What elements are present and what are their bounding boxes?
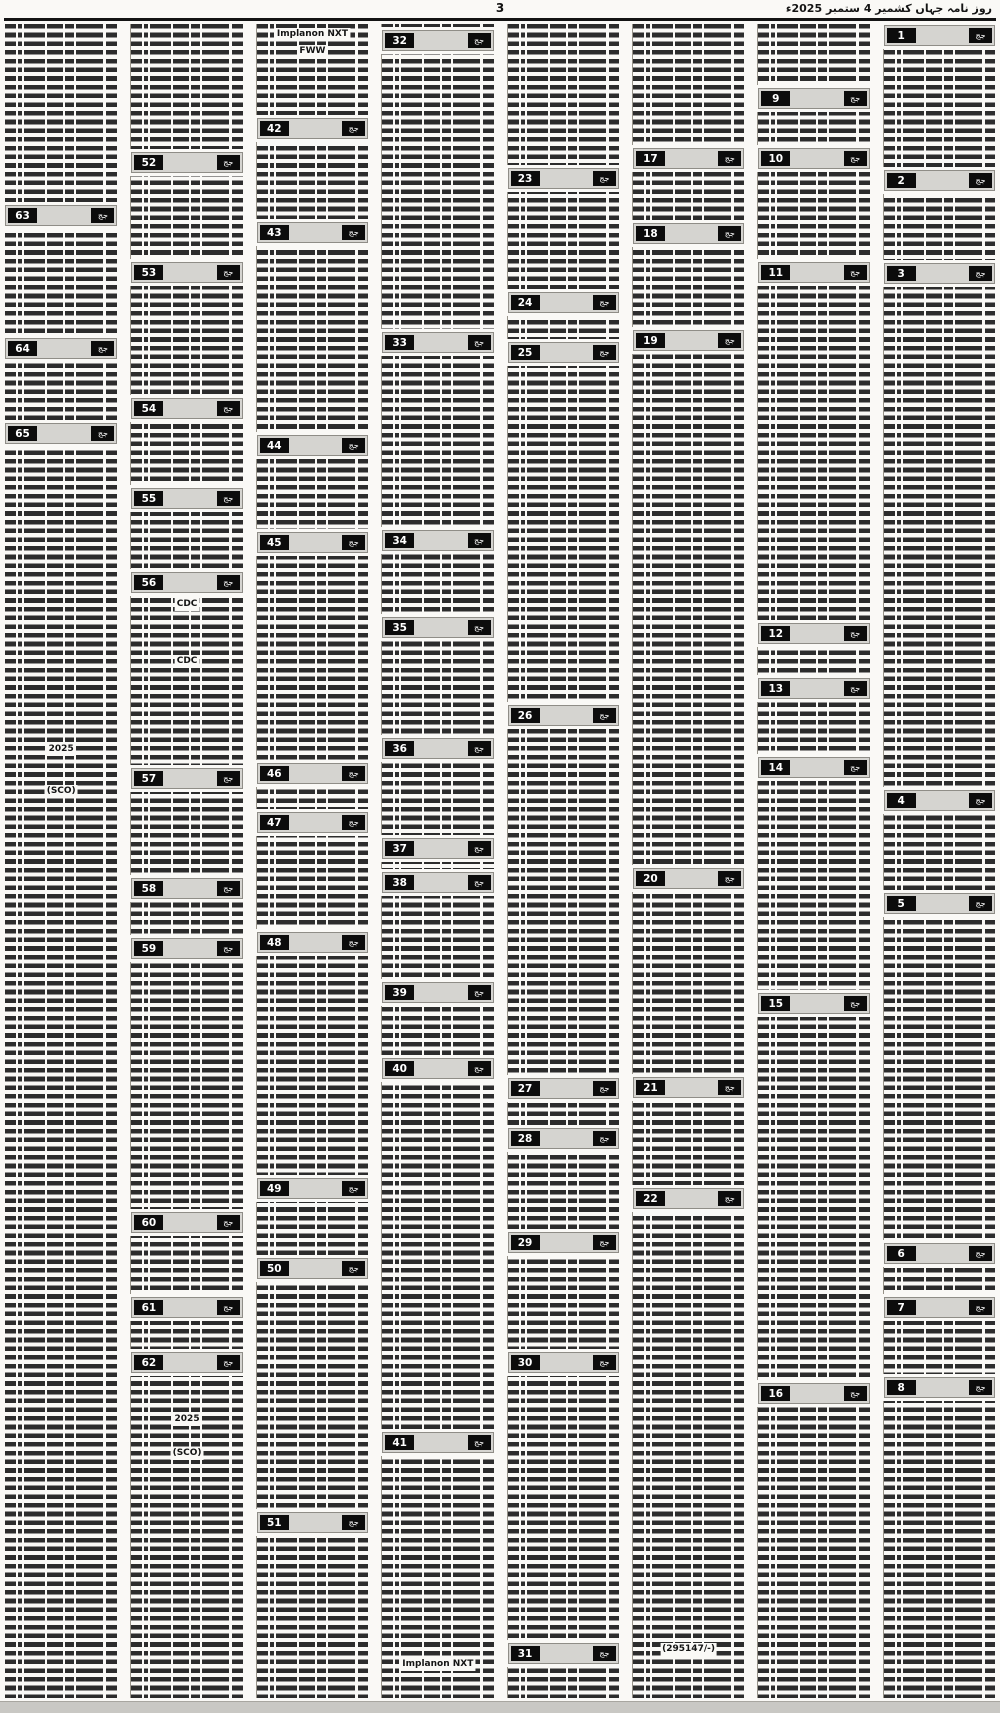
section-badge-icon: جج <box>844 265 867 280</box>
item-separator-bar-9 <box>758 88 869 109</box>
section-badge-icon: جج <box>468 1435 491 1450</box>
item-number-38: 38 <box>385 875 414 890</box>
item-separator-bar-14 <box>758 757 869 778</box>
section-badge-icon: جج <box>342 1261 365 1276</box>
item-number-17: 17 <box>636 151 665 166</box>
section-badge-icon: جج <box>718 1191 741 1206</box>
section-badge-icon: جج <box>468 33 491 48</box>
item-number-9: 9 <box>761 91 790 106</box>
item-separator-bar-3 <box>884 263 995 284</box>
section-badge-icon: جج <box>593 1235 616 1250</box>
section-badge-icon: جج <box>593 1646 616 1661</box>
item-separator-bar-58 <box>131 878 242 899</box>
section-badge-icon: جج <box>342 225 365 240</box>
section-badge-icon: جج <box>342 535 365 550</box>
section-badge-icon: جج <box>844 626 867 641</box>
latin-text-fragment: FWW <box>299 46 326 56</box>
item-number-44: 44 <box>260 438 289 453</box>
item-number-53: 53 <box>134 265 163 280</box>
item-number-54: 54 <box>134 401 163 416</box>
section-badge-icon: جج <box>468 533 491 548</box>
section-badge-icon: جج <box>969 793 992 808</box>
section-badge-icon: جج <box>342 1181 365 1196</box>
item-separator-bar-61 <box>131 1297 242 1318</box>
section-badge-icon: جج <box>969 1300 992 1315</box>
latin-text-fragment: 2025 <box>48 744 74 754</box>
page-number: 3 <box>495 1 505 15</box>
item-separator-bar-26 <box>508 705 619 726</box>
item-number-3: 3 <box>887 266 916 281</box>
section-badge-icon: جج <box>217 401 240 416</box>
section-badge-icon: جج <box>969 173 992 188</box>
item-number-15: 15 <box>761 996 790 1011</box>
item-number-32: 32 <box>385 33 414 48</box>
section-badge-icon: جج <box>593 1131 616 1146</box>
section-badge-icon: جج <box>91 341 114 356</box>
latin-text-fragment: Implanon NXT <box>402 1659 474 1669</box>
item-separator-bar-18 <box>633 223 744 244</box>
latin-text-fragment: (SCO) <box>46 786 76 796</box>
item-separator-bar-29 <box>508 1232 619 1253</box>
section-badge-icon: جج <box>593 708 616 723</box>
item-number-4: 4 <box>887 793 916 808</box>
section-badge-icon: جج <box>593 295 616 310</box>
item-number-7: 7 <box>887 1300 916 1315</box>
item-number-12: 12 <box>761 626 790 641</box>
item-separator-bar-31 <box>508 1643 619 1664</box>
item-separator-bar-20 <box>633 868 744 889</box>
item-number-23: 23 <box>511 171 540 186</box>
item-number-59: 59 <box>134 941 163 956</box>
item-separator-bar-23 <box>508 168 619 189</box>
item-separator-bar-44 <box>257 435 368 456</box>
item-number-43: 43 <box>260 225 289 240</box>
item-separator-bar-46 <box>257 763 368 784</box>
item-number-55: 55 <box>134 491 163 506</box>
section-badge-icon: جج <box>718 333 741 348</box>
item-separator-bar-21 <box>633 1077 744 1098</box>
text-column-1 <box>883 24 995 1698</box>
item-number-47: 47 <box>260 815 289 830</box>
item-separator-bar-38 <box>382 872 493 893</box>
item-number-42: 42 <box>260 121 289 136</box>
item-separator-bar-60 <box>131 1212 242 1233</box>
item-number-14: 14 <box>761 760 790 775</box>
section-badge-icon: جج <box>593 1081 616 1096</box>
item-separator-bar-53 <box>131 262 242 283</box>
item-separator-bar-2 <box>884 170 995 191</box>
item-separator-bar-45 <box>257 532 368 553</box>
latin-text-fragment: CDC <box>176 656 198 666</box>
item-separator-bar-37 <box>382 838 493 859</box>
item-separator-bar-43 <box>257 222 368 243</box>
section-badge-icon: جج <box>217 1355 240 1370</box>
item-separator-bar-49 <box>257 1178 368 1199</box>
section-badge-icon: جج <box>468 841 491 856</box>
item-separator-bar-41 <box>382 1432 493 1453</box>
item-separator-bar-28 <box>508 1128 619 1149</box>
section-badge-icon: جج <box>468 875 491 890</box>
item-number-64: 64 <box>8 341 37 356</box>
item-number-19: 19 <box>636 333 665 348</box>
text-column-4 <box>507 24 619 1698</box>
item-separator-bar-59 <box>131 938 242 959</box>
section-badge-icon: جج <box>969 1380 992 1395</box>
item-separator-bar-13 <box>758 678 869 699</box>
section-badge-icon: جج <box>468 620 491 635</box>
item-number-62: 62 <box>134 1355 163 1370</box>
item-number-27: 27 <box>511 1081 540 1096</box>
section-badge-icon: جج <box>718 151 741 166</box>
section-badge-icon: جج <box>969 28 992 43</box>
header-rule <box>4 18 996 21</box>
section-badge-icon: جج <box>217 491 240 506</box>
section-badge-icon: جج <box>969 266 992 281</box>
item-number-28: 28 <box>511 1131 540 1146</box>
item-number-10: 10 <box>761 151 790 166</box>
item-separator-bar-17 <box>633 148 744 169</box>
item-number-61: 61 <box>134 1300 163 1315</box>
item-number-46: 46 <box>260 766 289 781</box>
section-badge-icon: جج <box>217 881 240 896</box>
item-separator-bar-4 <box>884 790 995 811</box>
item-separator-bar-11 <box>758 262 869 283</box>
item-number-60: 60 <box>134 1215 163 1230</box>
text-column-3 <box>632 24 744 1698</box>
bottom-scan-strip <box>0 1701 1000 1713</box>
item-number-41: 41 <box>385 1435 414 1450</box>
item-separator-bar-50 <box>257 1258 368 1279</box>
section-badge-icon: جج <box>342 438 365 453</box>
item-separator-bar-12 <box>758 623 869 644</box>
section-badge-icon: جج <box>342 121 365 136</box>
item-number-50: 50 <box>260 1261 289 1276</box>
section-badge-icon: جج <box>468 985 491 1000</box>
item-number-58: 58 <box>134 881 163 896</box>
item-number-8: 8 <box>887 1380 916 1395</box>
text-column-5 <box>381 24 493 1698</box>
item-separator-bar-47 <box>257 812 368 833</box>
section-badge-icon: جج <box>844 996 867 1011</box>
section-badge-icon: جج <box>217 575 240 590</box>
item-number-56: 56 <box>134 575 163 590</box>
section-badge-icon: جج <box>342 935 365 950</box>
item-separator-bar-8 <box>884 1377 995 1398</box>
item-number-2: 2 <box>887 173 916 188</box>
section-badge-icon: جج <box>468 741 491 756</box>
item-separator-bar-7 <box>884 1297 995 1318</box>
item-separator-bar-16 <box>758 1383 869 1404</box>
item-number-26: 26 <box>511 708 540 723</box>
item-number-16: 16 <box>761 1386 790 1401</box>
item-separator-bar-63 <box>5 205 117 226</box>
item-separator-bar-34 <box>382 530 493 551</box>
item-number-31: 31 <box>511 1646 540 1661</box>
item-separator-bar-5 <box>884 893 995 914</box>
section-badge-icon: جج <box>718 871 741 886</box>
item-number-18: 18 <box>636 226 665 241</box>
item-number-30: 30 <box>511 1355 540 1370</box>
item-number-63: 63 <box>8 208 37 223</box>
section-badge-icon: جج <box>593 171 616 186</box>
item-number-65: 65 <box>8 426 37 441</box>
section-badge-icon: جج <box>217 771 240 786</box>
item-number-51: 51 <box>260 1515 289 1530</box>
section-badge-icon: جج <box>844 1386 867 1401</box>
item-number-13: 13 <box>761 681 790 696</box>
section-badge-icon: جج <box>217 155 240 170</box>
section-badge-icon: جج <box>468 335 491 350</box>
latin-text-fragment: CDC <box>176 599 198 609</box>
item-separator-bar-64 <box>5 338 117 359</box>
section-badge-icon: جج <box>593 1355 616 1370</box>
item-number-49: 49 <box>260 1181 289 1196</box>
section-badge-icon: جج <box>342 766 365 781</box>
section-badge-icon: جج <box>593 345 616 360</box>
item-separator-bar-22 <box>633 1188 744 1209</box>
masthead-dateline: روز نامہ جہاں کشمیر 4 ستمبر 2025ء <box>785 2 992 15</box>
item-number-48: 48 <box>260 935 289 950</box>
item-separator-bar-10 <box>758 148 869 169</box>
item-number-6: 6 <box>887 1246 916 1261</box>
latin-text-fragment: Implanon NXT <box>276 29 348 39</box>
latin-text-fragment: (295147/-) <box>662 1644 715 1654</box>
item-number-45: 45 <box>260 535 289 550</box>
item-separator-bar-15 <box>758 993 869 1014</box>
section-badge-icon: جج <box>217 1215 240 1230</box>
item-number-21: 21 <box>636 1080 665 1095</box>
section-badge-icon: جج <box>969 1246 992 1261</box>
item-number-33: 33 <box>385 335 414 350</box>
item-separator-bar-19 <box>633 330 744 351</box>
latin-text-fragment: (SCO) <box>172 1448 202 1458</box>
item-number-57: 57 <box>134 771 163 786</box>
item-number-1: 1 <box>887 28 916 43</box>
item-separator-bar-55 <box>131 488 242 509</box>
section-badge-icon: جج <box>844 681 867 696</box>
item-separator-bar-27 <box>508 1078 619 1099</box>
text-column-2 <box>757 24 869 1698</box>
item-separator-bar-52 <box>131 152 242 173</box>
item-number-52: 52 <box>134 155 163 170</box>
section-badge-icon: جج <box>844 760 867 775</box>
item-number-36: 36 <box>385 741 414 756</box>
section-badge-icon: جج <box>718 226 741 241</box>
section-badge-icon: جج <box>91 208 114 223</box>
latin-text-fragment: 2025 <box>174 1414 200 1424</box>
item-separator-bar-51 <box>257 1512 368 1533</box>
section-badge-icon: جج <box>468 1061 491 1076</box>
section-badge-icon: جج <box>844 91 867 106</box>
item-separator-bar-42 <box>257 118 368 139</box>
item-number-25: 25 <box>511 345 540 360</box>
item-separator-bar-6 <box>884 1243 995 1264</box>
columns <box>5 24 995 1698</box>
item-number-35: 35 <box>385 620 414 635</box>
item-number-40: 40 <box>385 1061 414 1076</box>
section-badge-icon: جج <box>91 426 114 441</box>
item-number-11: 11 <box>761 265 790 280</box>
item-number-20: 20 <box>636 871 665 886</box>
item-separator-bar-39 <box>382 982 493 1003</box>
item-number-22: 22 <box>636 1191 665 1206</box>
section-badge-icon: جج <box>342 1515 365 1530</box>
item-separator-bar-32 <box>382 30 493 51</box>
text-column-7 <box>130 24 242 1698</box>
item-separator-bar-1 <box>884 25 995 46</box>
item-separator-bar-62 <box>131 1352 242 1373</box>
item-number-24: 24 <box>511 295 540 310</box>
section-badge-icon: جج <box>969 896 992 911</box>
item-separator-bar-33 <box>382 332 493 353</box>
item-separator-bar-24 <box>508 292 619 313</box>
item-separator-bar-40 <box>382 1058 493 1079</box>
item-separator-bar-57 <box>131 768 242 789</box>
section-badge-icon: جج <box>217 941 240 956</box>
text-column-6 <box>256 24 368 1698</box>
item-number-5: 5 <box>887 896 916 911</box>
section-badge-icon: جج <box>718 1080 741 1095</box>
item-separator-bar-65 <box>5 423 117 444</box>
item-number-37: 37 <box>385 841 414 856</box>
item-separator-bar-25 <box>508 342 619 363</box>
section-badge-icon: جج <box>217 1300 240 1315</box>
item-separator-bar-36 <box>382 738 493 759</box>
text-column-8 <box>5 24 117 1698</box>
item-separator-bar-56 <box>131 572 242 593</box>
item-number-39: 39 <box>385 985 414 1000</box>
item-separator-bar-30 <box>508 1352 619 1373</box>
section-badge-icon: جج <box>844 151 867 166</box>
section-badge-icon: جج <box>342 815 365 830</box>
item-separator-bar-48 <box>257 932 368 953</box>
item-number-29: 29 <box>511 1235 540 1250</box>
item-separator-bar-35 <box>382 617 493 638</box>
section-badge-icon: جج <box>217 265 240 280</box>
item-number-34: 34 <box>385 533 414 548</box>
item-separator-bar-54 <box>131 398 242 419</box>
